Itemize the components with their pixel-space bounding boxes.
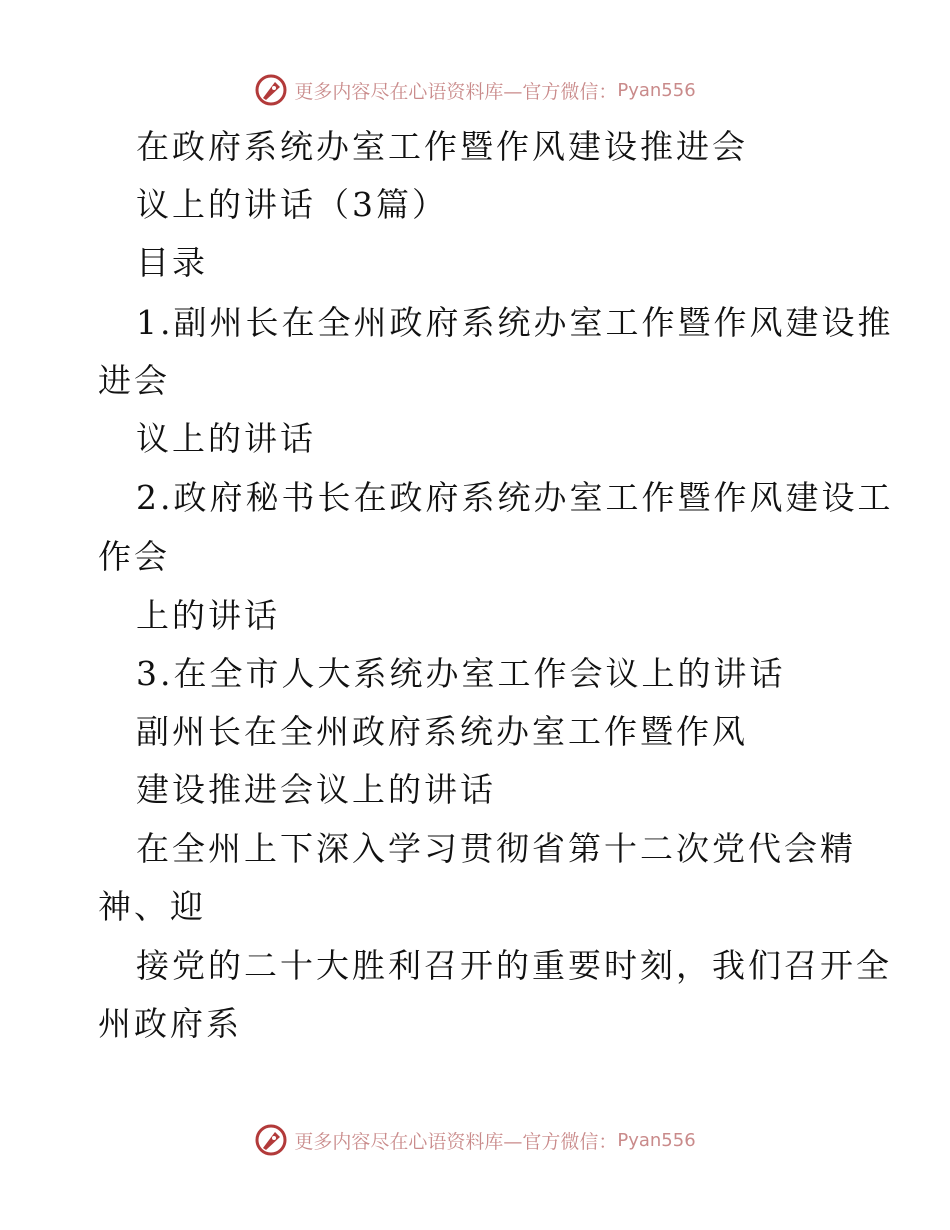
watermark-text: 更多内容尽在心语资料库—官方微信： [294,1130,618,1153]
section-title-line-2: 建设推进会议上的讲话 [136,770,496,809]
paragraph-line-2: 神、迎 [98,887,206,926]
pen-nib-logo-icon [254,73,288,107]
toc-item-2-line-2: 作会 [98,537,170,576]
pen-nib-logo-icon [254,1123,288,1157]
toc-item-2-line-1: 2.政府秘书长在政府系统办室工作暨作风建设工 [136,478,894,517]
watermark-wechat-id: Pyan556 [617,1129,696,1151]
toc-item-1-line-1: 1.副州长在全州政府系统办室工作暨作风建设推 [136,303,894,342]
toc-item-3: 3.在全市人大系统办室工作会议上的讲话 [136,654,786,693]
footer-watermark [0,1120,950,1160]
paragraph-line-1: 在全州上下深入学习贯彻省第十二次党代会精 [136,829,856,868]
toc-item-1-line-3: 议上的讲话 [136,419,316,458]
watermark-wechat-id: Pyan556 [617,79,696,101]
paragraph-line-4: 州政府系 [98,1004,242,1043]
title-line-1: 在政府系统办室工作暨作风建设推进会 [136,127,748,166]
paragraph-line-3: 接党的二十大胜利召开的重要时刻，我们召开全 [136,946,892,985]
toc-item-1-line-2: 进会 [98,361,170,400]
watermark-text: 更多内容尽在心语资料库—官方微信： [294,80,618,103]
toc-heading: 目录 [136,243,208,282]
title-line-2: 议上的讲话（3篇） [136,185,448,224]
toc-item-2-line-3: 上的讲话 [136,596,280,635]
header-watermark [0,70,950,110]
section-title-line-1: 副州长在全州政府系统办室工作暨作风 [136,712,748,751]
